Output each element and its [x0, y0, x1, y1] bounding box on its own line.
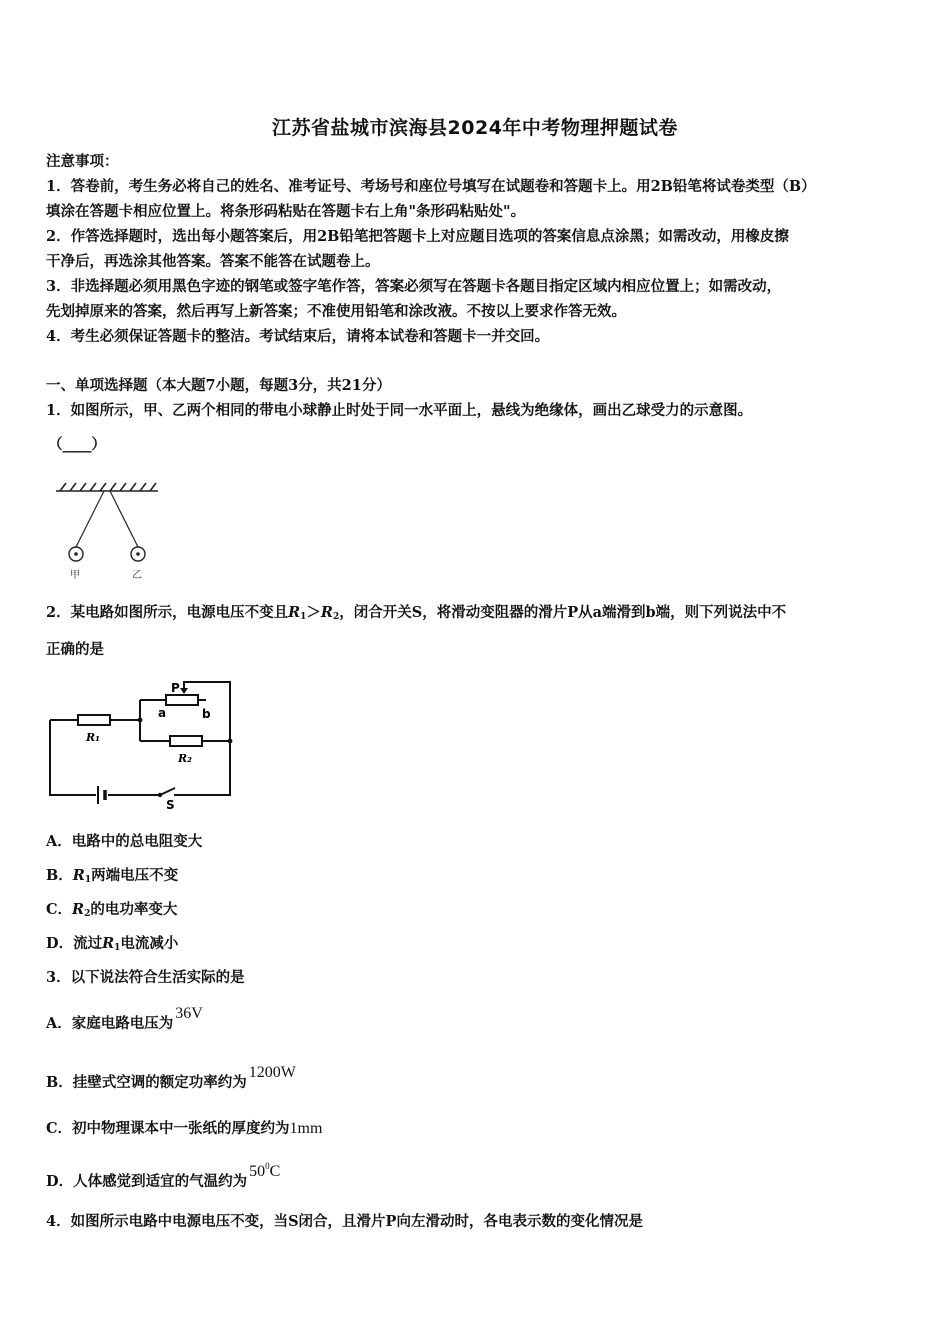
ball-yi — [131, 547, 145, 561]
switch-s — [158, 788, 175, 797]
section-heading: 一、单项选择题（本大题7小题，每题3分，共21分） — [46, 377, 391, 394]
resistor-r2 — [170, 736, 202, 746]
resistor-r1 — [78, 715, 110, 725]
q2-option-a: A．电路中的总电阻变大 — [46, 833, 203, 850]
slider-arrow — [180, 688, 188, 694]
rheostat — [166, 695, 198, 705]
ball-jia — [69, 547, 83, 561]
q2-option-b: B．$R_1$两端电压不变 — [46, 867, 179, 885]
label-r1: R₁ — [86, 731, 100, 744]
q3-option-c: C．初中物理课本中一张纸的厚度约为1mm — [46, 1120, 323, 1137]
q1-text: 1．如图所示，甲、乙两个相同的带电小球静止时处于同一水平面上，悬线为绝缘体，画出乙球受力的示意图。 — [46, 402, 753, 419]
q3-text: 3．以下说法符合生活实际的是 — [46, 969, 245, 986]
notice-line-3: 2．作答选择题时，选出每小题答案后，用2B铅笔把答题卡上对应题目选项的答案信息点涂黑；如需改动，用橡皮擦 — [46, 228, 789, 245]
ceiling — [56, 483, 158, 491]
q2-option-c: C．$R_2$的电功率变大 — [46, 901, 178, 919]
battery — [98, 786, 105, 804]
notice-line-5: 3．非选择题必须用黑色字迹的钢笔或签字笔作答，答案必须写在答题卡各题目指定区域内相应位置上；如需改动， — [46, 278, 782, 295]
q2-text-cont: 正确的是 — [46, 641, 104, 658]
label-r2: R₂ — [178, 752, 192, 765]
notice-line-4: 干净后，再选涂其他答案。答案不能答在试题卷上。 — [46, 253, 380, 270]
q2-option-d: D．流过$R_1$电流减小 — [46, 935, 179, 953]
page-title: 江苏省盐城市滨海县2024年中考物理押题试卷 — [272, 117, 678, 139]
q1-answer-blank: （____） — [48, 436, 106, 453]
notice-line-1: 1．答卷前，考生务必将自己的姓名、准考证号、考场号和座位号填写在试题卷和答题卡上。用2B铅笔将试卷类型（B） — [46, 178, 816, 195]
q2-circuit-figure — [44, 678, 244, 810]
q3-option-b: B．挂壁式空调的额定功率约为1200W — [46, 1064, 296, 1091]
junction-left — [138, 718, 143, 723]
string-yi — [110, 491, 138, 547]
q2-text: 2．某电路如图所示，电源电压不变且$R_1>R_2$，闭合开关S，将滑动变阻器的滑片P从a端滑到b端，则下列说法中不 — [46, 604, 787, 622]
label-yi: 乙 — [132, 570, 142, 581]
q3-option-d: D．人体感觉到适宜的气温约为$50^0C$ — [46, 1161, 281, 1190]
junction-right — [228, 739, 233, 744]
label-p: P — [171, 681, 180, 695]
q4-text: 4．如图所示电路中电源电压不变，当S闭合，且滑片P向左滑动时，各电表示数的变化情况是 — [46, 1213, 643, 1230]
notice-line-7: 4．考生必须保证答题卡的整洁。考试结束后，请将本试卷和答题卡一并交回。 — [46, 328, 550, 345]
label-a: a — [158, 706, 167, 720]
label-jia: 甲 — [70, 570, 80, 581]
string-jia — [76, 491, 104, 547]
label-s: S — [166, 798, 175, 810]
notice-line-2: 填涂在答题卡相应位置上。将条形码粘贴在答题卡右上角"条形码粘贴处"。 — [46, 203, 526, 220]
q1-figure — [46, 474, 176, 584]
notice-heading: 注意事项： — [46, 153, 119, 170]
q3-option-a: A．家庭电路电压为36V — [46, 1005, 203, 1032]
notice-line-6: 先划掉原来的答案，然后再写上新答案；不准使用铅笔和涂改液。不按以上要求作答无效。 — [46, 303, 626, 320]
label-b: b — [202, 707, 211, 721]
